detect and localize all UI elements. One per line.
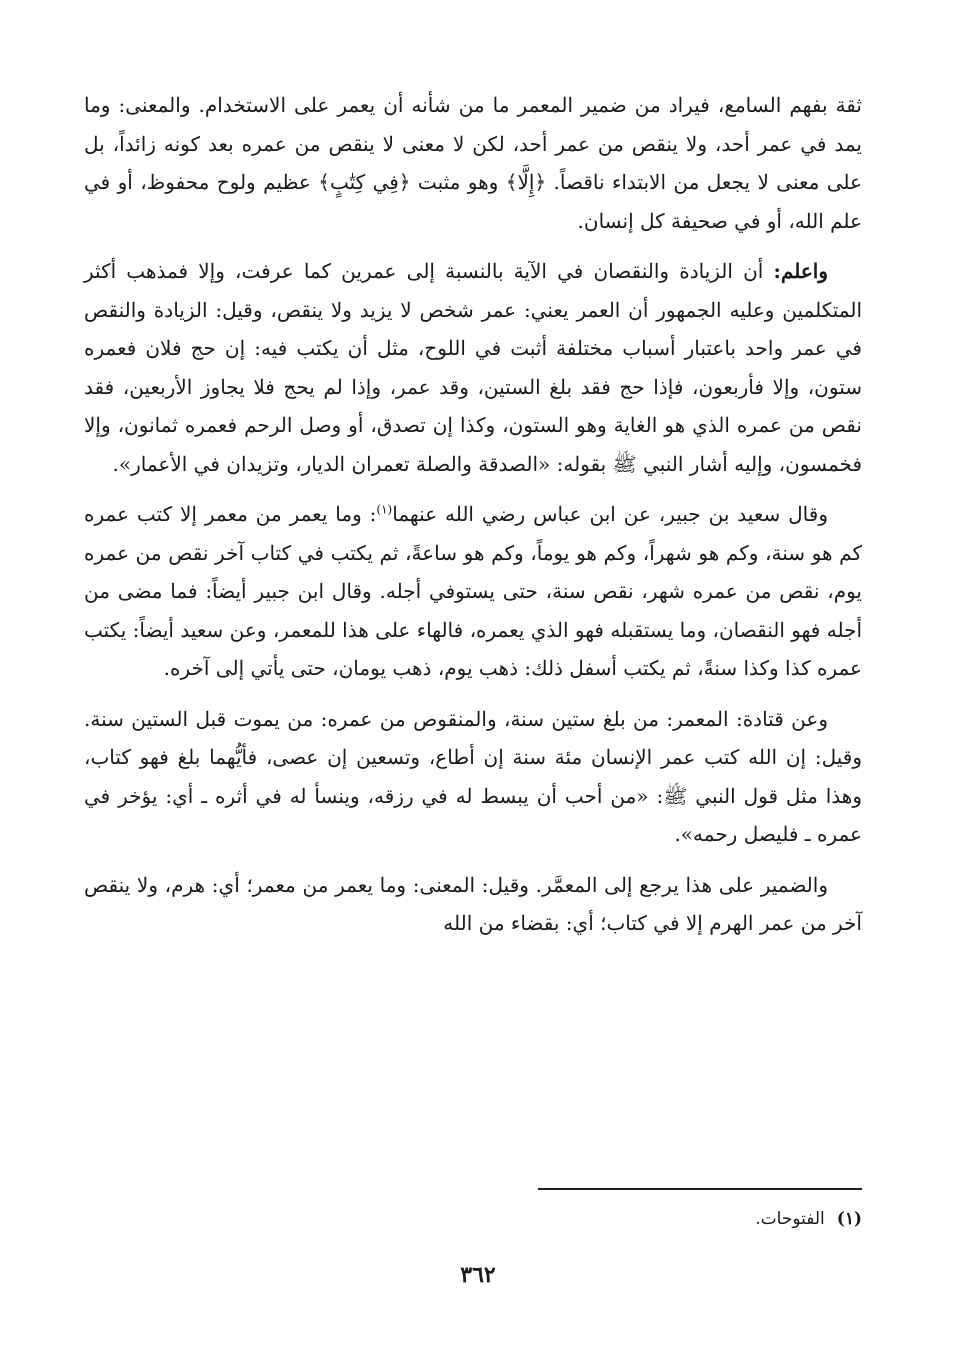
footnote-ref[interactable]: (١): [376, 502, 393, 517]
page-number: ٣٦٢: [460, 1262, 496, 1288]
paragraph-lead: واعلم:: [773, 259, 829, 283]
paragraph-2: [84, 252, 862, 483]
footnote-text: الفتوحات.: [755, 1209, 825, 1229]
main-text: [84, 86, 862, 955]
paragraph-1: ثقة بفهم السامع، فيراد من ضمير المعمر ما من شأنه أن يعمر على الاستخدام. والمعنى: وما يمد في عمر أحد، ولا ينقص من عمر أحد، لكن لا معنى لا ينقص من عمره بعد كونه زائداً، بل على معنى لا يجعل من الابتداء ناقصاً. ﴿إِلَّا﴾ وهو مثبت ﴿فِي كِتَٰبٍ﴾ عظيم ولوح محفوظ، أو في علم الله، أو في صحيفة كل إنسان.: [84, 93, 862, 233]
paragraph-3-text: : وما يعمر من معمر إلا كتب عمره كم هو سنة، وكم هو شهراً، وكم هو يوماً، وكم هو ساعةً، ثم يكتب في كتاب آخر نقص من عمره يوم، نقص من عمره شهر، نقص سنة، حتى يستوفي أجله. وقال ابن جبير أيضاً: فما مضى من أجله فهو النقصان، وما يستقبله فهو الذي يعمره، فالهاء على هذا للمعمر، وعن سعيد أيضاً: يكتب عمره كذا وكذا سنةً، ثم يكتب أسفل ذلك: ذهب يوم، ذهب يومان، حتى يأتي إلى آخره.: [84, 502, 862, 680]
paragraph-3: [84, 495, 862, 688]
footnote-divider: [538, 1188, 862, 1190]
paragraph-3-start: وقال سعيد بن جبير، عن ابن عباس رضي الله عنهما: [392, 502, 828, 526]
paragraph-2-text: أن الزيادة والنقصان في الآية بالنسبة إلى عمرين كما عرفت، وإلا فمذهب أكثر المتكلمين وعليه الجمهور أن العمر يعني: عمر شخص لا يزيد ولا ينقص، وقيل: الزيادة والنقص في عمر واحد باعتبار أسباب مختلفة أثبت في اللوح، مثل أن يكتب فيه: إن حج فلان فعمره ستون، وإلا فأربعون، فإذا حج فقد بلغ الستين، وقد عمر، وإذا لم يحج فلا يجاوز الأربعين، فقد نقص من عمره الذي هو الغاية وهو الستون، وكذا إن تصدق، أو وصل الرحم فعمره ثمانون، وإلا فخمسون، وإليه أشار النبي ﷺ بقوله: «الصدقة والصلة تعمران الديار، وتزيدان في الأعمار».: [84, 259, 862, 476]
footnote-number: (١): [836, 1209, 862, 1229]
footnote: [755, 1206, 862, 1232]
paragraph-5: والضمير على هذا يرجع إلى المعمَّر. وقيل: المعنى: وما يعمر من معمر؛ أي: هرم، ولا ينقص آخر من عمر الهرم إلا في كتاب؛ أي: بقضاء من الله: [84, 872, 862, 935]
paragraph-4: وعن قتادة: المعمر: من بلغ ستين سنة، والمنقوص من عمره: من يموت قبل الستين سنة. وقيل: إن الله كتب عمر الإنسان مئة سنة إن أطاع، وتسعين إن عصى، فأيُّهما بلغ فهو كتاب، وهذا مثل قول النبي ﷺ: «من أحب أن يبسط له في رزقه، وينسأ له في أثره ـ أي: يؤخر في عمره ـ فليصل رحمه».: [84, 706, 862, 846]
